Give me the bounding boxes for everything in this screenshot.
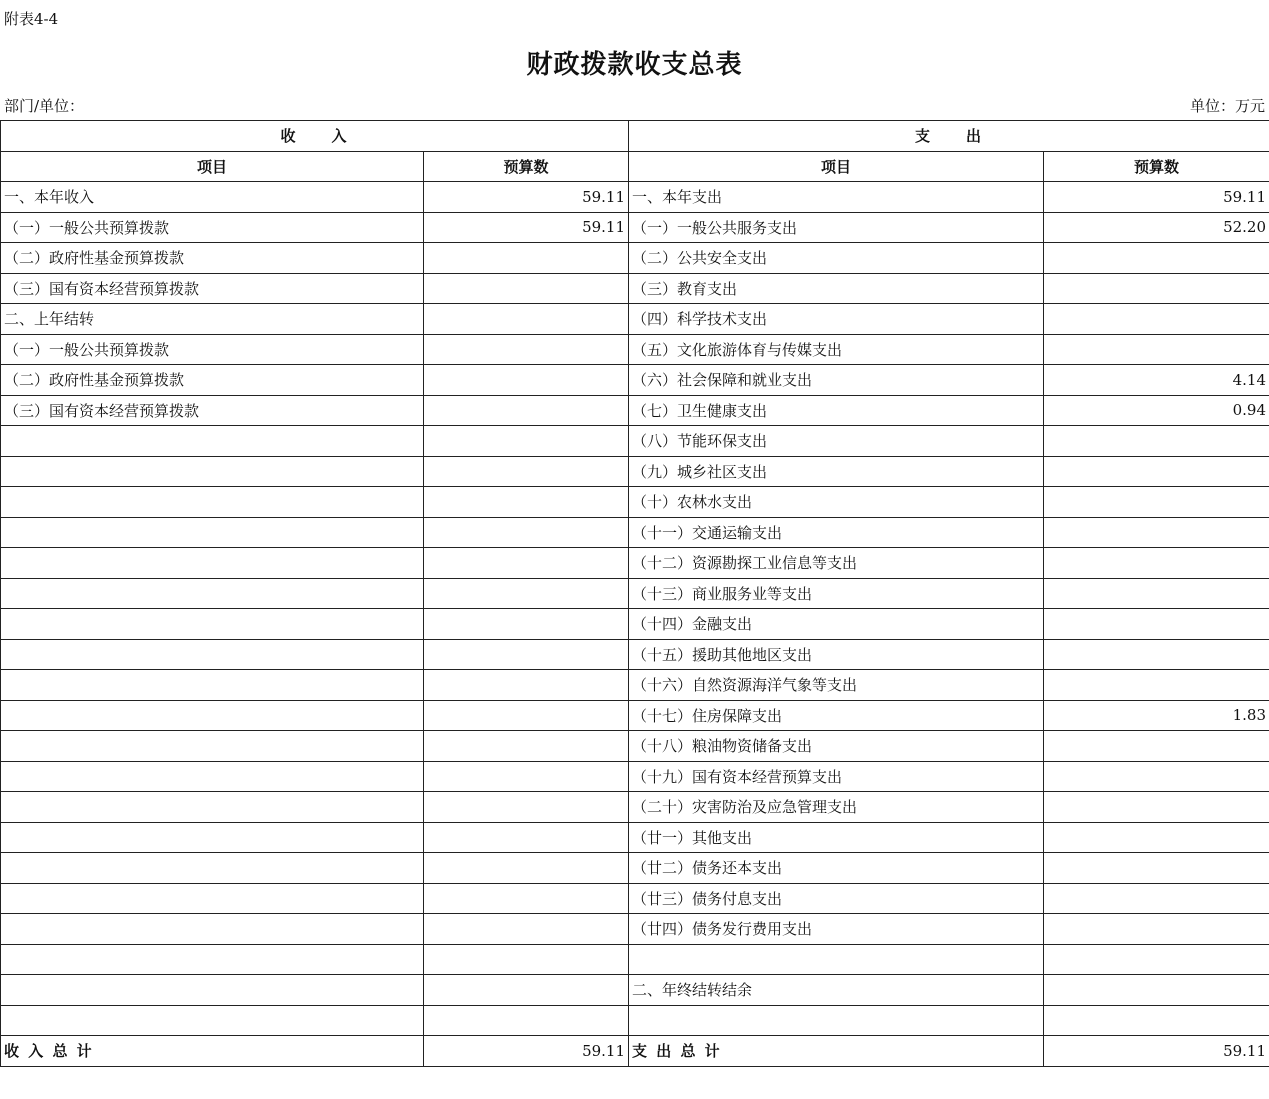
table-row — [1, 761, 1269, 792]
table-row — [1, 243, 1269, 274]
table-row — [1, 944, 1269, 975]
income-item-cell: （一）一般公共预算拨款 — [1, 334, 424, 365]
expense-budget-cell — [1044, 334, 1269, 365]
income-budget-cell — [424, 273, 629, 304]
expense-budget-cell — [1044, 456, 1269, 487]
expense-budget-cell: 0.94 — [1044, 395, 1269, 426]
income-budget-cell — [424, 548, 629, 579]
income-item-cell — [1, 792, 424, 823]
expense-total-label: 支 出 总 计 — [629, 1036, 1044, 1067]
expense-budget-column-header: 预算数 — [1044, 151, 1269, 182]
attachment-number: 附表4-4 — [4, 10, 59, 28]
expense-budget-cell — [1044, 975, 1269, 1006]
income-item-cell: （二）政府性基金预算拨款 — [1, 365, 424, 396]
expense-item-cell: （五）文化旅游体育与传媒支出 — [629, 334, 1044, 365]
income-item-cell — [1, 822, 424, 853]
income-item-cell — [1, 517, 424, 548]
budget-table — [0, 120, 1269, 1067]
table-row — [1, 731, 1269, 762]
expense-item-cell: （十）农林水支出 — [629, 487, 1044, 518]
income-budget-cell — [424, 304, 629, 335]
expense-budget-cell: 4.14 — [1044, 365, 1269, 396]
expense-item-cell: （一）一般公共服务支出 — [629, 212, 1044, 243]
table-row — [1, 883, 1269, 914]
expense-item-cell: 二、年终结转结余 — [629, 975, 1044, 1006]
table-row — [1, 365, 1269, 396]
expense-item-cell: （八）节能环保支出 — [629, 426, 1044, 457]
expense-budget-cell — [1044, 731, 1269, 762]
income-budget-cell: 59.11 — [424, 182, 629, 213]
table-row — [1, 1005, 1269, 1036]
table-row — [1, 395, 1269, 426]
expense-item-cell: 一、本年支出 — [629, 182, 1044, 213]
expense-budget-cell — [1044, 304, 1269, 335]
expense-item-column-header: 项目 — [629, 151, 1044, 182]
table-row — [1, 639, 1269, 670]
expense-item-cell: （十四）金融支出 — [629, 609, 1044, 640]
income-item-cell — [1, 975, 424, 1006]
income-item-column-header: 项目 — [1, 151, 424, 182]
table-row — [1, 426, 1269, 457]
income-item-cell — [1, 883, 424, 914]
table-row — [1, 700, 1269, 731]
income-budget-cell — [424, 853, 629, 884]
expense-item-cell: （廿四）债务发行费用支出 — [629, 914, 1044, 945]
table-row — [1, 334, 1269, 365]
expense-item-cell: （十一）交通运输支出 — [629, 517, 1044, 548]
income-budget-cell — [424, 792, 629, 823]
income-budget-cell — [424, 487, 629, 518]
income-item-cell — [1, 853, 424, 884]
expense-budget-cell — [1044, 426, 1269, 457]
expense-budget-cell — [1044, 273, 1269, 304]
income-budget-cell — [424, 365, 629, 396]
expense-budget-cell — [1044, 944, 1269, 975]
income-item-cell — [1, 944, 424, 975]
income-item-cell — [1, 548, 424, 579]
table-row — [1, 914, 1269, 945]
expense-item-cell: （二）公共安全支出 — [629, 243, 1044, 274]
income-item-cell — [1, 456, 424, 487]
table-row — [1, 670, 1269, 701]
income-item-cell — [1, 578, 424, 609]
income-item-cell — [1, 639, 424, 670]
expense-budget-cell — [1044, 1005, 1269, 1036]
expense-item-cell: （十八）粮油物资储备支出 — [629, 731, 1044, 762]
income-section-header: 收 入 — [1, 121, 629, 152]
department-label: 部门/单位： — [4, 97, 85, 115]
table-row — [1, 273, 1269, 304]
income-budget-cell — [424, 670, 629, 701]
income-item-cell — [1, 731, 424, 762]
column-header-row — [1, 151, 1269, 182]
income-budget-cell — [424, 578, 629, 609]
income-item-cell — [1, 426, 424, 457]
section-header-row — [1, 121, 1269, 152]
expense-item-cell: （十三）商业服务业等支出 — [629, 578, 1044, 609]
table-row — [1, 609, 1269, 640]
expense-item-cell: （二十）灾害防治及应急管理支出 — [629, 792, 1044, 823]
income-budget-cell — [424, 975, 629, 1006]
expense-budget-cell — [1044, 853, 1269, 884]
table-row — [1, 182, 1269, 213]
expense-total-value: 59.11 — [1044, 1036, 1269, 1067]
income-item-cell: （一）一般公共预算拨款 — [1, 212, 424, 243]
expense-item-cell — [629, 1005, 1044, 1036]
income-budget-cell — [424, 395, 629, 426]
income-item-cell — [1, 670, 424, 701]
expense-item-cell: （廿一）其他支出 — [629, 822, 1044, 853]
expense-budget-cell — [1044, 914, 1269, 945]
income-budget-cell — [424, 334, 629, 365]
income-item-cell: 二、上年结转 — [1, 304, 424, 335]
table-row — [1, 578, 1269, 609]
table-row — [1, 487, 1269, 518]
table-row — [1, 853, 1269, 884]
table-row — [1, 975, 1269, 1006]
income-budget-cell — [424, 639, 629, 670]
income-budget-cell — [424, 944, 629, 975]
total-row — [1, 1036, 1269, 1067]
expense-item-cell: （十七）住房保障支出 — [629, 700, 1044, 731]
income-budget-cell — [424, 914, 629, 945]
table-row — [1, 456, 1269, 487]
table-row — [1, 548, 1269, 579]
income-item-cell: （三）国有资本经营预算拨款 — [1, 395, 424, 426]
income-budget-column-header: 预算数 — [424, 151, 629, 182]
expense-budget-cell: 1.83 — [1044, 700, 1269, 731]
table-row — [1, 792, 1269, 823]
income-item-cell — [1, 700, 424, 731]
income-total-label: 收 入 总 计 — [1, 1036, 424, 1067]
income-budget-cell — [424, 609, 629, 640]
expense-budget-cell: 59.11 — [1044, 182, 1269, 213]
income-budget-cell — [424, 731, 629, 762]
expense-item-cell: （十六）自然资源海洋气象等支出 — [629, 670, 1044, 701]
income-budget-cell — [424, 883, 629, 914]
expense-budget-cell — [1044, 609, 1269, 640]
expense-section-header: 支 出 — [629, 121, 1269, 152]
table-row — [1, 212, 1269, 243]
income-budget-cell — [424, 761, 629, 792]
income-item-cell — [1, 1005, 424, 1036]
expense-budget-cell — [1044, 639, 1269, 670]
expense-budget-cell — [1044, 761, 1269, 792]
table-row — [1, 822, 1269, 853]
income-item-cell: （三）国有资本经营预算拨款 — [1, 273, 424, 304]
income-budget-cell — [424, 426, 629, 457]
income-item-cell — [1, 487, 424, 518]
expense-item-cell: （廿二）债务还本支出 — [629, 853, 1044, 884]
expense-budget-cell — [1044, 883, 1269, 914]
income-total-value: 59.11 — [424, 1036, 629, 1067]
income-budget-cell — [424, 517, 629, 548]
table-row — [1, 517, 1269, 548]
expense-budget-cell — [1044, 487, 1269, 518]
income-item-cell: 一、本年收入 — [1, 182, 424, 213]
expense-budget-cell — [1044, 670, 1269, 701]
expense-item-cell — [629, 944, 1044, 975]
income-budget-cell — [424, 700, 629, 731]
expense-budget-cell — [1044, 792, 1269, 823]
unit-label: 单位：万元 — [1189, 97, 1265, 115]
expense-budget-cell — [1044, 243, 1269, 274]
expense-budget-cell — [1044, 548, 1269, 579]
income-item-cell — [1, 914, 424, 945]
page-title: 财政拨款收支总表 — [526, 50, 743, 80]
expense-item-cell: （六）社会保障和就业支出 — [629, 365, 1044, 396]
expense-budget-cell — [1044, 517, 1269, 548]
expense-budget-cell — [1044, 578, 1269, 609]
table-row — [1, 304, 1269, 335]
income-item-cell — [1, 761, 424, 792]
expense-item-cell: （三）教育支出 — [629, 273, 1044, 304]
expense-item-cell: （十五）援助其他地区支出 — [629, 639, 1044, 670]
expense-item-cell: （廿三）债务付息支出 — [629, 883, 1044, 914]
expense-item-cell: （十九）国有资本经营预算支出 — [629, 761, 1044, 792]
income-budget-cell — [424, 456, 629, 487]
income-item-cell — [1, 609, 424, 640]
income-budget-cell: 59.11 — [424, 212, 629, 243]
income-item-cell: （二）政府性基金预算拨款 — [1, 243, 424, 274]
expense-item-cell: （七）卫生健康支出 — [629, 395, 1044, 426]
expense-item-cell: （十二）资源勘探工业信息等支出 — [629, 548, 1044, 579]
expense-item-cell: （四）科学技术支出 — [629, 304, 1044, 335]
income-budget-cell — [424, 822, 629, 853]
income-budget-cell — [424, 1005, 629, 1036]
expense-budget-cell: 52.20 — [1044, 212, 1269, 243]
expense-budget-cell — [1044, 822, 1269, 853]
income-budget-cell — [424, 243, 629, 274]
expense-item-cell: （九）城乡社区支出 — [629, 456, 1044, 487]
